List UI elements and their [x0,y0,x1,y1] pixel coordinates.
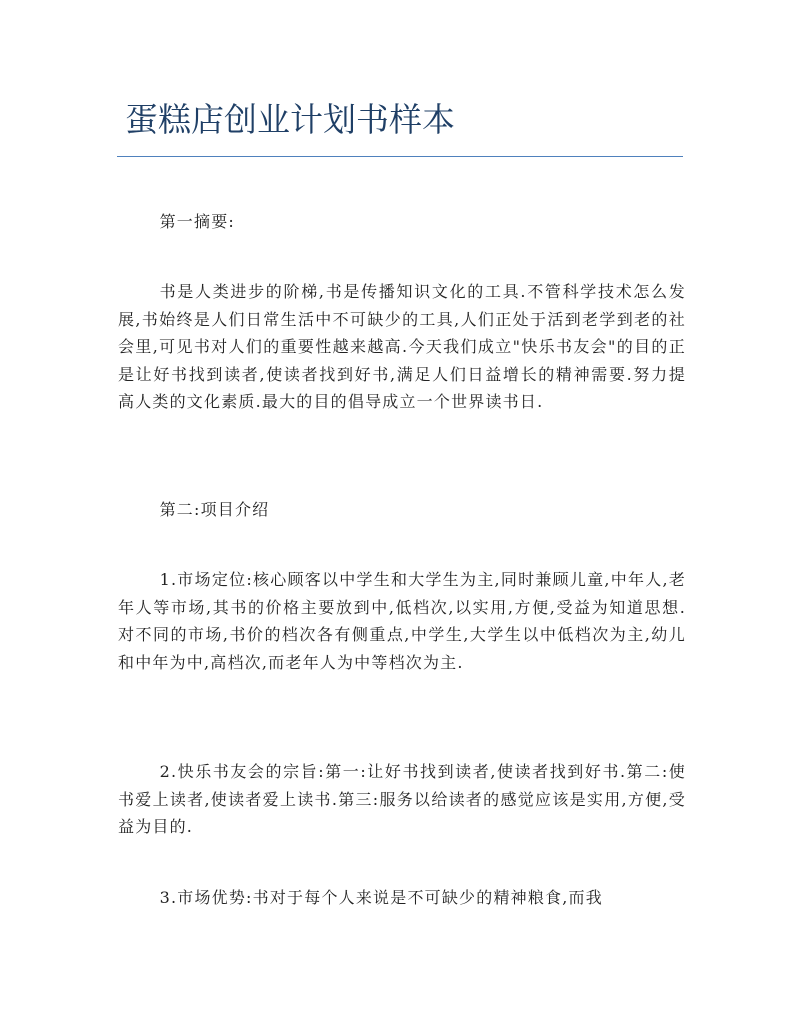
title-underline [117,156,683,157]
paragraph-abstract-body: 书是人类进步的阶梯,书是传播知识文化的工具.不管科学技术怎么发展,书始终是人们日常生活中不可缺少的工具,人们正处于活到老学到老的社会里,可见书对人们的重要性越来越高.今天我们成立"快乐书友会"的目的正是让好书找到读者,使读者找到好书,满足人们日益增长的精神需要.努力提高人类的文化素质.最大的目的倡导成立一个世界读书日. [118,282,686,412]
paragraph-market-positioning: 1.市场定位:核心顾客以中学生和大学生为主,同时兼顾儿童,中年人,老年人等市场,其书的价格主要放到中,低档次,以实用,方便,受益为知道思想.对不同的市场,书价的档次各有侧重点,中学生,大学生以中低档次为主,幼儿和中年为中,高档次,而老年人为中等档次为主. [118,570,686,672]
paragraph-club-purpose: 2.快乐书友会的宗旨:第一:让好书找到读者,使读者找到好书.第二:使书爱上读者,使读者爱上读书.第三:服务以给读者的感觉应该是实用,方便,受益为目的. [118,762,686,837]
section-heading-abstract: 第一摘要: [159,212,235,231]
section-heading-project: 第二:项目介绍 [159,500,270,519]
document-title: 蛋糕店创业计划书样本 [125,100,455,139]
paragraph-market-advantage: 3.市场优势:书对于每个人来说是不可缺少的精神粮食,而我 [159,888,603,907]
